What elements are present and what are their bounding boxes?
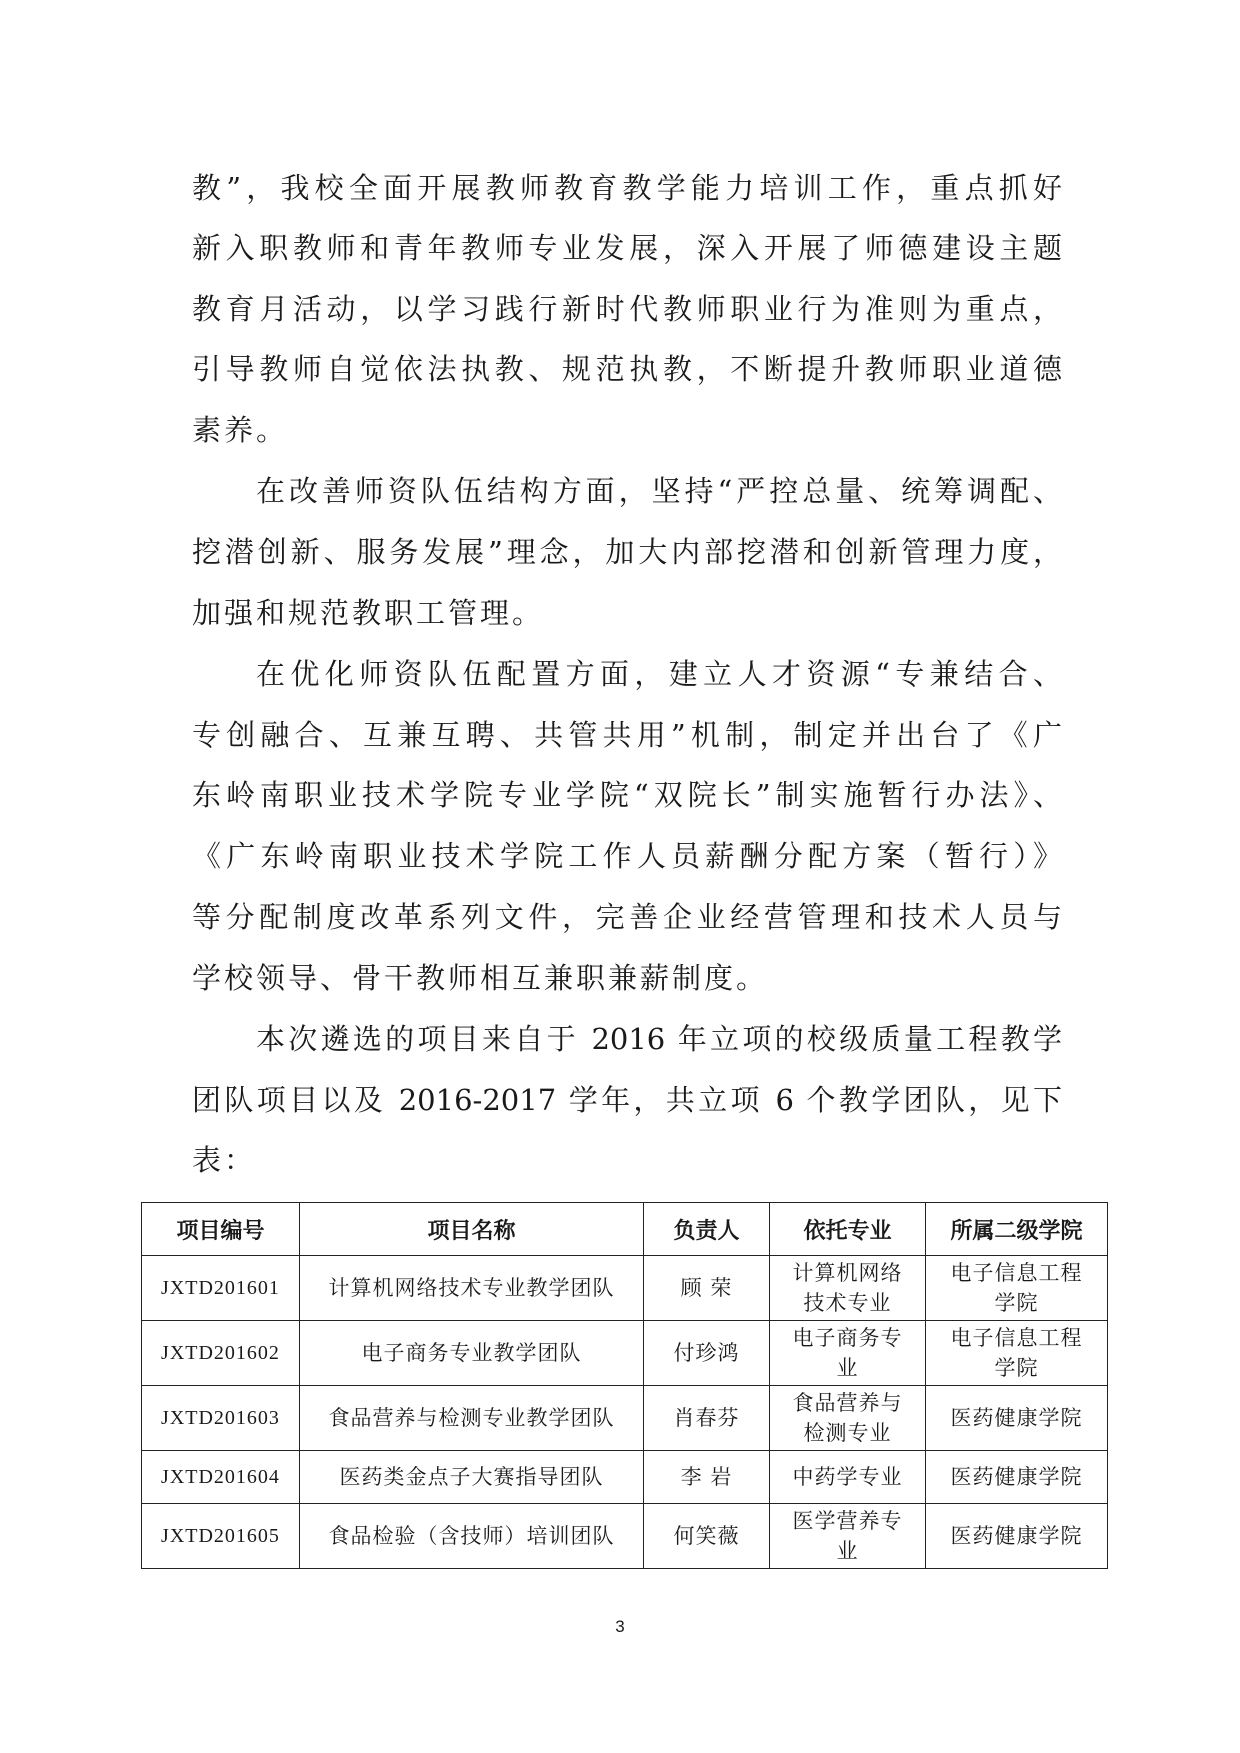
header-project-name: 项目名称 — [300, 1203, 644, 1256]
cell-project-code: JXTD201604 — [142, 1451, 300, 1504]
paragraph-line: 在优化师资队伍配置方面，建立人才资源“专兼结合、 — [256, 657, 1062, 691]
cell-project-name: 食品营养与检测专业教学团队 — [300, 1386, 644, 1451]
cell-project-code: JXTD201602 — [142, 1321, 300, 1386]
page-number: 3 — [615, 1617, 625, 1636]
cell-college: 电子信息工程 学院 — [926, 1321, 1108, 1386]
paragraph-line: 东岭南职业技术学院专业学院“双院长”制实施暂行办法》、 — [192, 778, 1062, 812]
cell-project-name: 食品检验（含技师）培训团队 — [300, 1504, 644, 1569]
cell-project-code: JXTD201605 — [142, 1504, 300, 1569]
cell-project-code: JXTD201603 — [142, 1386, 300, 1451]
table-row — [142, 1386, 1108, 1451]
paragraph-line: 素养。 — [192, 413, 289, 447]
header-leader: 负责人 — [644, 1203, 770, 1256]
cell-leader: 李 岩 — [644, 1451, 770, 1504]
cell-project-name: 计算机网络技术专业教学团队 — [300, 1256, 644, 1321]
cell-major: 计算机网络 技术专业 — [770, 1256, 926, 1321]
table-header-row — [142, 1203, 1108, 1256]
paragraph-line: 学校领导、骨干教师相互兼职兼薪制度。 — [192, 961, 769, 995]
paragraph-line: 等分配制度改革系列文件，完善企业经营管理和技术人员与 — [192, 900, 1062, 934]
header-college: 所属二级学院 — [926, 1203, 1108, 1256]
paragraph-line: 表： — [192, 1143, 257, 1177]
table-row — [142, 1256, 1108, 1321]
header-major: 依托专业 — [770, 1203, 926, 1256]
cell-major: 电子商务专 业 — [770, 1321, 926, 1386]
cell-college: 医药健康学院 — [926, 1451, 1108, 1504]
cell-project-name: 电子商务专业教学团队 — [300, 1321, 644, 1386]
cell-major: 食品营养与 检测专业 — [770, 1386, 926, 1451]
paragraph-line: 本次遴选的项目来自于 2016 年立项的校级质量工程教学 — [256, 1022, 1062, 1056]
paragraph-line: 引导教师自觉依法执教、规范执教，不断提升教师职业道德 — [192, 352, 1062, 386]
cell-leader: 付珍鸿 — [644, 1321, 770, 1386]
cell-college: 电子信息工程 学院 — [926, 1256, 1108, 1321]
paragraph-line: 专创融合、互兼互聘、共管共用”机制，制定并出台了《广 — [192, 718, 1062, 752]
paragraph-line: 在改善师资队伍结构方面，坚持“严控总量、统筹调配、 — [256, 474, 1062, 508]
paragraph-line: 《广东岭南职业技术学院工作人员薪酬分配方案（暂行）》 — [192, 839, 1062, 873]
paragraph-line: 新入职教师和青年教师专业发展，深入开展了师德建设主题 — [192, 231, 1062, 265]
table-row — [142, 1321, 1108, 1386]
teaching-team-table — [141, 1202, 1108, 1569]
paragraph-line: 加强和规范教职工管理。 — [192, 596, 545, 630]
cell-project-name: 医药类金点子大赛指导团队 — [300, 1451, 644, 1504]
cell-college: 医药健康学院 — [926, 1386, 1108, 1451]
header-project-code: 项目编号 — [142, 1203, 300, 1256]
paragraph-line: 挖潜创新、服务发展”理念，加大内部挖潜和创新管理力度， — [192, 535, 1062, 569]
cell-major: 中药学专业 — [770, 1451, 926, 1504]
cell-leader: 肖春芬 — [644, 1386, 770, 1451]
paragraph-line: 团队项目以及 2016-2017 学年，共立项 6 个教学团队，见下 — [192, 1083, 1062, 1117]
table-row — [142, 1504, 1108, 1569]
cell-major: 医学营养专 业 — [770, 1504, 926, 1569]
cell-leader: 顾 荣 — [644, 1256, 770, 1321]
paragraph-line: 教育月活动，以学习践行新时代教师职业行为准则为重点， — [192, 292, 1062, 326]
cell-college: 医药健康学院 — [926, 1504, 1108, 1569]
paragraph-line: 教”，我校全面开展教师教育教学能力培训工作，重点抓好 — [192, 171, 1062, 205]
table-row — [142, 1451, 1108, 1504]
cell-project-code: JXTD201601 — [142, 1256, 300, 1321]
cell-leader: 何笑薇 — [644, 1504, 770, 1569]
